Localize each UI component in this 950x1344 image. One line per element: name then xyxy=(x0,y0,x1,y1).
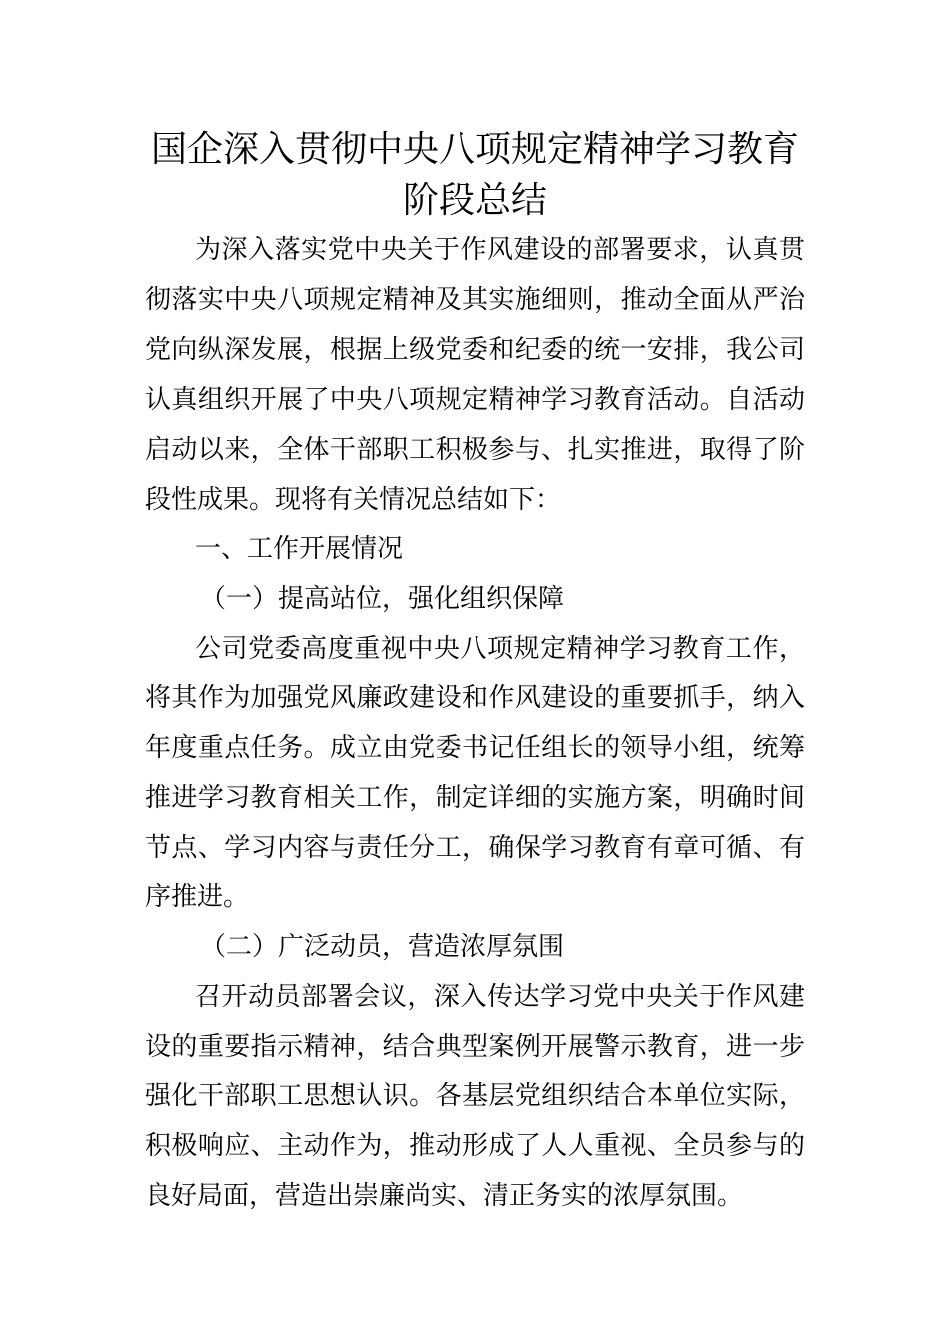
subsection-heading: （二）广泛动员，营造浓厚氛围 xyxy=(200,932,565,962)
body-line: 公司党委高度重视中央八项规定精神学习教育工作， xyxy=(195,634,805,664)
body-line: 节点、学习内容与责任分工，确保学习教育有章可循、有 xyxy=(145,833,805,863)
body-line: 召开动员部署会议，深入传达学习党中央关于作风建 xyxy=(195,982,805,1012)
body-line: 将其作为加强党风廉政建设和作风建设的重要抓手，纳入 xyxy=(145,683,805,713)
body-line: 年度重点任务。成立由党委书记任组长的领导小组，统筹 xyxy=(145,733,805,763)
intro-line: 认真组织开展了中央八项规定精神学习教育活动。自活动 xyxy=(145,385,805,415)
body-line: 强化干部职工思想认识。各基层党组织结合本单位实际， xyxy=(145,1081,805,1111)
body-line: 良好局面，营造出崇廉尚实、清正务实的浓厚氛围。 xyxy=(145,1181,744,1211)
body-line: 设的重要指示精神，结合典型案例开展警示教育，进一步 xyxy=(145,1032,805,1062)
intro-line: 段性成果。现将有关情况总结如下： xyxy=(145,485,562,515)
intro-line: 党向纵深发展，根据上级党委和纪委的统一安排，我公司 xyxy=(145,335,805,365)
section-heading: 一、工作开展情况 xyxy=(195,534,404,564)
intro-line: 为深入落实党中央关于作风建设的部署要求，认真贯 xyxy=(195,235,805,265)
document-title-line-2: 阶段总结 xyxy=(402,180,547,221)
subsection-heading: （一）提高站位，强化组织保障 xyxy=(200,584,565,614)
body-line: 积极响应、主动作为，推动形成了人人重视、全员参与的 xyxy=(145,1131,805,1161)
intro-line: 彻落实中央八项规定精神及其实施细则，推动全面从严治 xyxy=(145,285,805,315)
body-line: 序推进。 xyxy=(145,882,250,912)
body-line: 推进学习教育相关工作，制定详细的实施方案，明确时间 xyxy=(145,783,805,813)
intro-line: 启动以来，全体干部职工积极参与、扎实推进，取得了阶 xyxy=(145,435,805,465)
document-title-line-1: 国企深入贯彻中央八项规定精神学习教育 xyxy=(150,129,799,170)
